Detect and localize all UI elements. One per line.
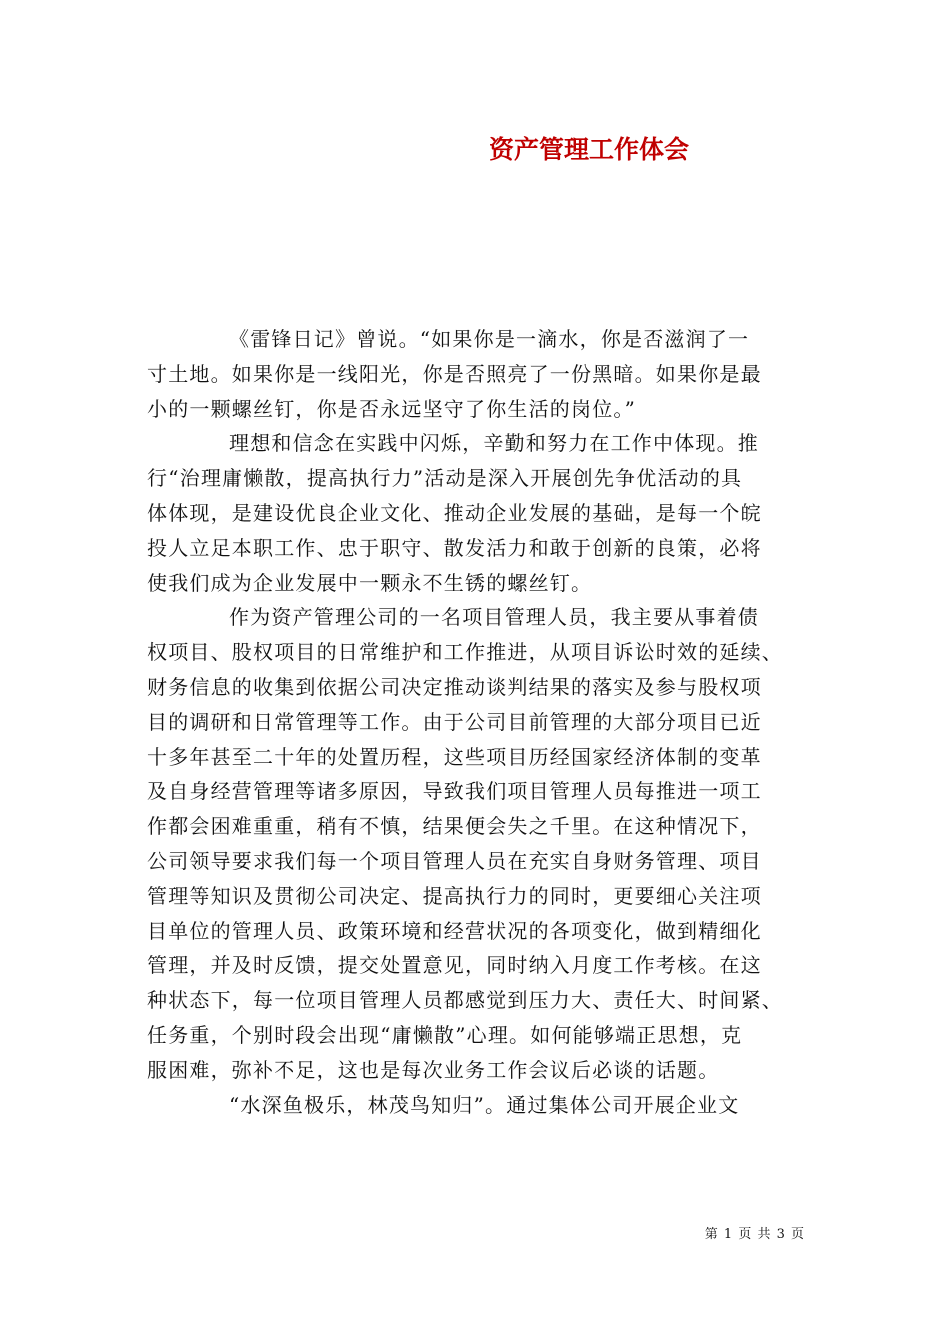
paragraph-line: 管理，并及时反馈，提交处置意见，同时纳入月度工作考核。在这 (147, 953, 762, 978)
paragraph (147, 322, 813, 426)
paragraph-line: 目单位的管理人员、政策环境和经营状况的各项变化，做到精细化 (147, 918, 762, 943)
paragraph-line: 小的一颗螺丝钉，你是否永远坚守了你生活的岗位。” (147, 396, 637, 421)
paragraph-line: 作为资产管理公司的一名项目管理人员，我主要从事着债 (229, 605, 759, 630)
paragraph-line: 作都会困难重重，稍有不慎，结果便会失之千里。在这种情况下， (147, 814, 762, 839)
paragraph-line: 使我们成为企业发展中一颗永不生锈的螺丝钉。 (147, 570, 593, 595)
paragraph-line: 投人立足本职工作、忠于职守、散发活力和敢于创新的良策，必将 (147, 535, 762, 560)
document-body (147, 322, 813, 1122)
document-title: 资产管理工作体会 (488, 135, 689, 164)
paragraph-line: 《雷锋日记》曾说。“如果你是一滴水，你是否滋润了一 (229, 327, 750, 351)
page-footer: 第 1 页 共 3 页 (704, 1227, 805, 1242)
paragraph-line: 公司领导要求我们每一个项目管理人员在充实自身财务管理、项目 (147, 848, 762, 873)
paragraph-line: 行“治理庸懒散，提高执行力”活动是深入开展创先争优活动的具 (147, 466, 743, 491)
paragraph (147, 600, 813, 1087)
paragraph-line: 十多年甚至二十年的处置历程，这些项目历经国家经济体制的变革 (147, 744, 762, 769)
paragraph-line: “水深鱼极乐，林茂鸟知归”。通过集体公司开展企业文 (229, 1092, 740, 1117)
paragraph-line: 财务信息的收集到依据公司决定推动谈判结果的落实及参与股权项 (147, 674, 762, 699)
paragraph-line: 服困难，弥补不足，这也是每次业务工作会议后必谈的话题。 (147, 1057, 720, 1082)
paragraph-line: 及自身经营管理等诸多原因，导致我们项目管理人员每推进一项工 (147, 779, 762, 804)
paragraph-line: 种状态下，每一位项目管理人员都感觉到压力大、责任大、时间紧、 (147, 988, 783, 1013)
paragraph-line: 任务重，个别时段会出现“庸懒散”心理。如何能够端正思想，克 (147, 1022, 743, 1047)
paragraph-line: 理想和信念在实践中闪烁，辛勤和努力在工作中体现。推 (229, 431, 759, 456)
paragraph-line: 寸土地。如果你是一线阳光，你是否照亮了一份黑暗。如果你是最 (147, 361, 762, 386)
paragraph (147, 1088, 813, 1123)
paragraph (147, 426, 813, 600)
paragraph-line: 权项目、股权项目的日常维护和工作推进，从项目诉讼时效的延续、 (147, 640, 783, 665)
paragraph-line: 目的调研和日常管理等工作。由于公司目前管理的大部分项目已近 (147, 709, 762, 734)
paragraph-line: 体体现，是建设优良企业文化、推动企业发展的基础，是每一个皖 (147, 500, 762, 525)
paragraph-line: 管理等知识及贯彻公司决定、提高执行力的同时，更要细心关注项 (147, 883, 762, 908)
